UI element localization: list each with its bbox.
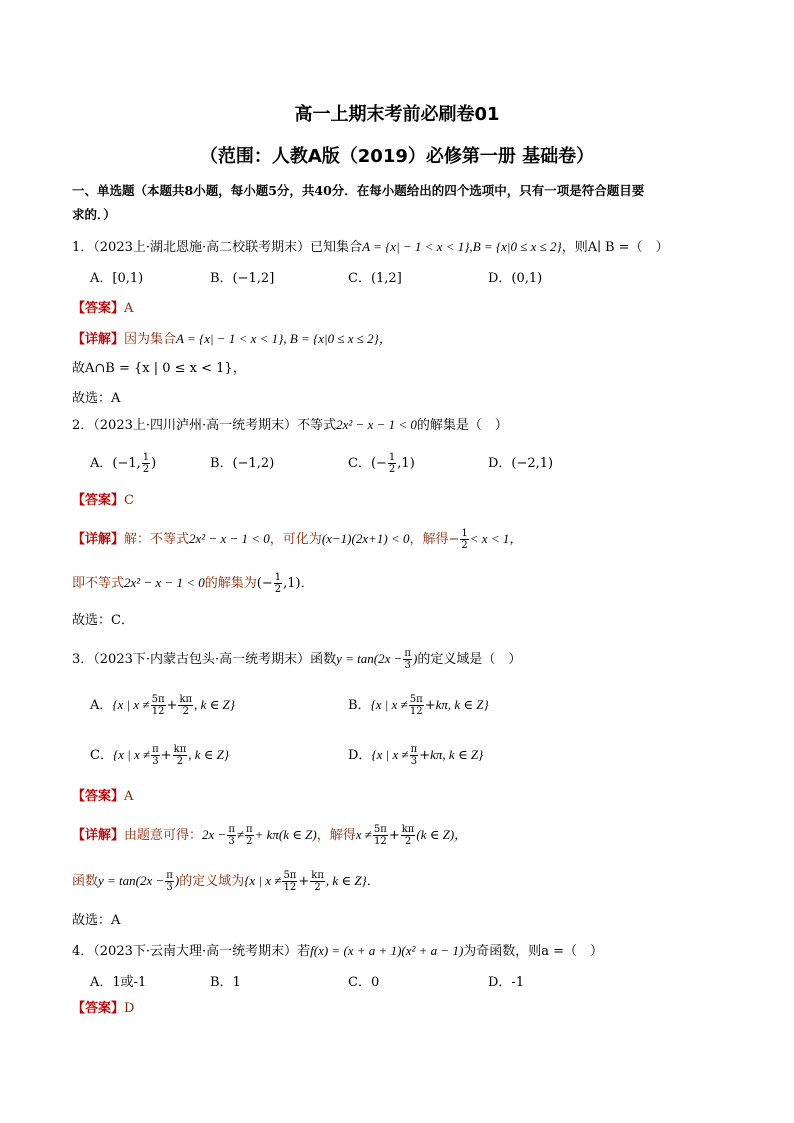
q1-stem-text: 1．（2023上·湖北恩施·高二校联考期末）已知集合 bbox=[72, 240, 363, 255]
answer-label: 【答案】 bbox=[72, 301, 125, 316]
frac-num: 1 bbox=[274, 572, 282, 583]
q3-line2-b: y = tan(2x − bbox=[98, 873, 165, 888]
fraction-pi-over-2 bbox=[245, 824, 254, 847]
q2-option-a-pre: A．(−1, bbox=[90, 456, 141, 471]
k-pi: kπ bbox=[435, 697, 448, 712]
fraction-5pi-over-12 bbox=[409, 694, 424, 717]
frac-num: kπ bbox=[311, 870, 324, 881]
answer-label: 【答案】 bbox=[72, 789, 125, 804]
q3-detail-f: x ≠ bbox=[355, 827, 372, 842]
q3-line2-c: ) bbox=[174, 873, 180, 888]
frac-den: 2 bbox=[176, 756, 184, 767]
frac-num: π bbox=[228, 824, 235, 835]
q1-detail-prefix: 因为集合 bbox=[124, 332, 177, 347]
q4-option-c: C．0 bbox=[348, 975, 380, 990]
q2-detail-b: 2x² − x − 1 < 0 bbox=[189, 531, 270, 546]
q3-line2-e: ． bbox=[366, 874, 380, 889]
q2-detail-e: ，解得− bbox=[409, 532, 460, 547]
frac-den: 3 bbox=[228, 836, 235, 847]
q1-answer-value: A bbox=[124, 301, 134, 316]
frac-den: 12 bbox=[151, 706, 165, 717]
q2-detail-d: (x−1)(2x+1) < 0 bbox=[321, 531, 410, 546]
q3-detail bbox=[72, 824, 467, 847]
set-open: {x | x ≠ bbox=[371, 747, 409, 762]
fraction-one-half bbox=[388, 452, 396, 475]
q4-stem-text: 4．（2023下·云南大理·高一统考期末）若 bbox=[72, 944, 311, 959]
q3-stem-text: 3．（2023下·内蒙古包头·高一统考期末）函数 bbox=[72, 652, 337, 667]
frac-num: π bbox=[246, 824, 253, 835]
q4-answer bbox=[72, 1000, 134, 1018]
q3-func-pre: y = tan(2x − bbox=[336, 651, 403, 666]
q3-func-post: ) bbox=[412, 651, 418, 666]
q3-option-d bbox=[348, 744, 483, 767]
set-close: , k ∈ Z} bbox=[188, 747, 230, 762]
q3-option-d-label: D． bbox=[348, 748, 372, 763]
frac-den: 2 bbox=[182, 706, 189, 717]
plus-sign: + bbox=[388, 828, 400, 843]
fraction-pi-over-3 bbox=[165, 870, 174, 893]
q2-detail-c: ，可化为 bbox=[269, 532, 322, 547]
q2-answer-value: C bbox=[124, 493, 134, 508]
frac-den: 3 bbox=[166, 882, 173, 893]
q2-detail-f: < x < 1， bbox=[469, 531, 523, 546]
q1-option-a: A．[0,1) bbox=[90, 271, 144, 286]
q1-detail-set: A = {x| − 1 < x < 1}, B = {x|0 ≤ x ≤ 2}， bbox=[176, 331, 392, 346]
q2-line2-c: 的解集为 bbox=[204, 576, 257, 591]
frac-num: 1 bbox=[461, 528, 468, 539]
q3-option-c bbox=[90, 744, 229, 767]
detail-label: 【详解】 bbox=[72, 828, 125, 843]
q3-stem-end: 的定义域是（ ） bbox=[417, 652, 522, 667]
fraction-kpi-over-2 bbox=[401, 824, 416, 847]
fraction-pi-over-3 bbox=[151, 744, 160, 767]
frac-num: kπ bbox=[179, 694, 193, 705]
fraction-pi-over-3 bbox=[227, 824, 236, 847]
q3-option-b-label: B． bbox=[348, 698, 371, 713]
section-heading-cont: 求的．） bbox=[72, 207, 116, 222]
frac-den: 3 bbox=[152, 756, 159, 767]
q1-detail-line2: 故A∩B = {x | 0 ≤ x < 1}， bbox=[72, 361, 246, 376]
frac-den: 2 bbox=[388, 464, 396, 475]
frac-den: 3 bbox=[404, 660, 411, 671]
q3-option-c-label: C． bbox=[90, 748, 113, 763]
question-4-stem bbox=[72, 942, 603, 961]
q2-expr: 2x² − x − 1 < 0 bbox=[336, 417, 417, 432]
section-heading: 一、单选题（本题共8小题，每小题5分，共40分．在每小题给出的四个选项中，只有一项是符合题目要 bbox=[72, 183, 645, 198]
q4-option-a: A．1或-1 bbox=[90, 975, 147, 990]
question-2-stem bbox=[72, 416, 508, 435]
set-open: {x | x ≠ bbox=[244, 873, 282, 888]
q2-option-c bbox=[348, 452, 415, 475]
frac-num: 1 bbox=[142, 452, 150, 463]
frac-num: kπ bbox=[173, 744, 187, 755]
q1-stem-end: ，则A∣ B =（ ） bbox=[561, 240, 669, 255]
q2-option-c-pre: C．(− bbox=[348, 456, 387, 471]
q3-detail-line2 bbox=[72, 870, 380, 893]
q2-option-a-post: ) bbox=[151, 456, 157, 471]
set-open: {x | x ≠ bbox=[112, 697, 150, 712]
frac-num: kπ bbox=[401, 824, 415, 835]
q2-detail-line2 bbox=[72, 572, 314, 595]
q1-answer bbox=[72, 300, 133, 318]
fraction-one-half bbox=[142, 452, 150, 475]
frac-num: π bbox=[410, 744, 418, 755]
detail-label: 【详解】 bbox=[72, 532, 125, 547]
fraction-kpi-over-2 bbox=[178, 694, 193, 717]
set-close: , k ∈ Z} bbox=[442, 747, 484, 762]
frac-num: π bbox=[166, 870, 173, 881]
plus-sign: + bbox=[166, 698, 178, 713]
q4-option-d: D．-1 bbox=[488, 975, 525, 990]
q2-stem-text: 2．（2023上·四川泸州·高一统考期末）不等式 bbox=[72, 418, 337, 433]
fraction-kpi-over-2 bbox=[173, 744, 188, 767]
plus-sign: + bbox=[160, 748, 172, 763]
frac-num: 5π bbox=[283, 870, 297, 881]
q1-option-c: C．(1,2] bbox=[348, 271, 402, 286]
q3-conclusion-text: 故选：A bbox=[72, 913, 121, 928]
fraction-5pi-over-12 bbox=[151, 694, 166, 717]
q2-stem-end: 的解集是（ ） bbox=[416, 418, 508, 433]
q1-set-a: A = {x| − 1 < x < 1}, bbox=[362, 239, 473, 254]
q3-detail-g: (k ∈ Z)， bbox=[416, 827, 468, 842]
frac-den: 12 bbox=[409, 706, 423, 717]
q2-option-c-post: ,1) bbox=[397, 456, 415, 471]
page-title: 高一上期末考前必刷卷01 bbox=[294, 104, 500, 125]
answer-label: 【答案】 bbox=[72, 1001, 125, 1016]
q3-detail-c: ≠ bbox=[236, 827, 245, 842]
frac-den: 2 bbox=[314, 882, 321, 893]
q2-line2-d-post: ,1)． bbox=[283, 576, 314, 591]
q3-line2-d: 的定义域为 bbox=[179, 874, 245, 889]
q3-detail-a: 由题意可得： bbox=[124, 828, 203, 843]
fraction-pi-over-3 bbox=[410, 744, 419, 767]
fraction-kpi-over-2 bbox=[310, 870, 325, 893]
q2-option-b: B．(−1,2) bbox=[210, 456, 275, 471]
q1-option-d: D．(0,1) bbox=[488, 271, 543, 286]
frac-den: 12 bbox=[373, 836, 387, 847]
frac-den: 2 bbox=[274, 584, 282, 595]
set-close: , k ∈ Z} bbox=[325, 873, 367, 888]
q1-option-b: B．(−1,2] bbox=[210, 271, 275, 286]
q3-option-b bbox=[348, 694, 489, 717]
plus-sign: + bbox=[298, 874, 310, 889]
question-1-stem bbox=[72, 238, 669, 257]
q1-detail bbox=[72, 330, 392, 349]
q2-option-a bbox=[90, 452, 156, 475]
q1-conclusion: 故选：A bbox=[72, 391, 121, 406]
q2-answer bbox=[72, 492, 134, 510]
q2-option-d: D．(−2,1) bbox=[488, 456, 554, 471]
q3-option-a bbox=[90, 694, 235, 717]
plus-sign: + bbox=[424, 698, 436, 713]
q2-line2-b: 2x² − x − 1 < 0 bbox=[124, 575, 205, 590]
frac-den: 2 bbox=[404, 836, 412, 847]
frac-num: 1 bbox=[388, 452, 396, 463]
frac-num: 5π bbox=[151, 694, 165, 705]
set-open: {x | x ≠ bbox=[112, 747, 151, 762]
frac-den: 2 bbox=[246, 836, 253, 847]
question-3-stem bbox=[72, 648, 521, 671]
q3-option-a-label: A． bbox=[90, 698, 113, 713]
fraction-one-half bbox=[460, 528, 468, 551]
q1-set-b: B = {x|0 ≤ x ≤ 2} bbox=[472, 239, 562, 254]
q4-answer-value: D bbox=[124, 1001, 135, 1016]
q3-detail-b: 2x − bbox=[202, 827, 227, 842]
q3-detail-d: + kπ(k ∈ Z) bbox=[254, 827, 317, 842]
frac-num: 5π bbox=[409, 694, 423, 705]
k-pi: kπ bbox=[430, 747, 443, 762]
frac-den: 3 bbox=[410, 756, 418, 767]
q2-detail bbox=[72, 528, 522, 551]
page-subtitle: （范围：人教A版（2019）必修第一册 基础卷） bbox=[199, 146, 595, 167]
fraction-5pi-over-12 bbox=[373, 824, 388, 847]
fraction-one-half bbox=[274, 572, 282, 595]
q2-conclusion: 故选：C． bbox=[72, 613, 134, 628]
plus-sign: + bbox=[419, 748, 431, 763]
frac-num: π bbox=[152, 744, 159, 755]
q3-detail-e: ，解得 bbox=[316, 828, 356, 843]
q4-stem-end: 为奇函数，则a =（ ） bbox=[463, 944, 604, 959]
q3-answer bbox=[72, 788, 133, 806]
frac-num: 5π bbox=[373, 824, 387, 835]
q3-conclusion bbox=[72, 912, 120, 930]
answer-label: 【答案】 bbox=[72, 493, 125, 508]
q2-detail-a: 解：不等式 bbox=[124, 532, 190, 547]
frac-num: π bbox=[404, 648, 411, 659]
q4-expr: f(x) = (x + a + 1)(x² + a − 1) bbox=[310, 943, 464, 958]
frac-den: 2 bbox=[461, 540, 468, 551]
fraction-5pi-over-12 bbox=[282, 870, 297, 893]
set-close: , k ∈ Z} bbox=[194, 697, 235, 712]
q2-line2-d-pre: (− bbox=[256, 576, 273, 591]
detail-label: 【详解】 bbox=[72, 332, 125, 347]
q4-option-b: B．1 bbox=[210, 975, 241, 990]
q3-line2-a: 函数 bbox=[72, 874, 99, 889]
fraction-pi-over-3 bbox=[403, 648, 412, 671]
frac-den: 2 bbox=[142, 464, 150, 475]
frac-den: 12 bbox=[283, 882, 297, 893]
q2-line2-a: 即不等式 bbox=[72, 576, 125, 591]
q3-answer-value: A bbox=[124, 789, 134, 804]
set-open: {x | x ≠ bbox=[370, 697, 408, 712]
set-close: , k ∈ Z} bbox=[447, 697, 489, 712]
